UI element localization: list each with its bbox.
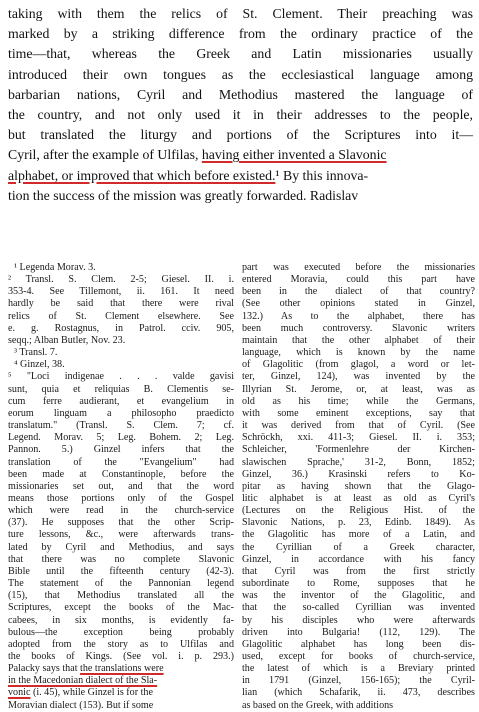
main-line: marked by a striking difference from the ordinary practice of the — [8, 26, 473, 42]
highlighted-phrase: vonic — [8, 687, 31, 699]
footnote-line: ² Transl. S. Clem. 2-5; Giesel. II. i. — [8, 274, 234, 286]
footnote-line: been much controversy. Slavonic writers — [242, 322, 475, 334]
main-line: the country, and not only used it in their addresses to the people, — [8, 107, 473, 123]
footnote-line: that there was no complete Slavonic — [8, 553, 234, 565]
highlighted-phrase: alphabet, or improved that which before existed. — [8, 167, 276, 183]
footnote-line: as based on the Greek, with additions — [242, 699, 394, 711]
footnote-line: the latest of which is a Breviary printed — [242, 663, 475, 675]
footnote-line: was the inventor of the Glagolitic, and — [242, 590, 475, 602]
footnote-line: Scriptures, except the books of the Mac- — [8, 602, 234, 614]
footnote-line: lian (which Schafarik, ii. 473, describes — [242, 687, 475, 699]
footnote-line: used, except for books of church-service, — [242, 651, 475, 662]
footnote-line: translation of the "Evangelium" had — [8, 456, 234, 468]
footnote-line: old as his time; while the Germans, — [242, 395, 475, 407]
footnote-line: Glagolitic alphabet has long been dis- — [242, 638, 475, 650]
footnote-line: that Cyril was from the first strictly — [242, 565, 475, 577]
footnote-line: slawischen Sprache,' 31-2, Bonn, 1852; — [242, 456, 475, 468]
footnote-line: Ginzel, in accordance with his fancy — [242, 553, 475, 565]
footnote-line: translatum." (Transl. S. Clem. 7; cf. — [8, 420, 234, 432]
footnotes-left-column — [8, 262, 234, 712]
footnote-line: the Glagolitic has more of a Latin, and — [242, 529, 475, 541]
footnote-line: ture lessons, &c., were afterwards trans- — [8, 529, 234, 541]
footnote-line: Schröckh, xxi. 411-3; Giesel. II. i. 353; — [242, 432, 475, 444]
footnote-line: missionaries set out, and that the word — [8, 480, 234, 492]
main-text-segment: ¹ By this innova- — [275, 167, 369, 183]
footnote-line: with some eminent exceptions, say that — [242, 407, 475, 419]
footnote-line: litic alphabet is at least as old as Cyril's — [242, 492, 475, 504]
footnote-line: 132.) As to the alphabet, there has — [242, 310, 475, 322]
footnote-line: ter, Ginzel, 124), was invented by the — [242, 371, 475, 383]
footnote-line: which were read in the church-service — [8, 505, 234, 517]
footnote-line: Ginzel, 36.) Krasinski refers to Ko- — [242, 468, 475, 480]
highlighted-phrase: having either invented a Slavonic — [201, 147, 387, 163]
footnote-line: eorum linguam a philosopho praedicto — [8, 407, 234, 419]
footnote-line: seqq.; Alban Butler, Nov. 23. — [8, 334, 126, 346]
footnote-line — [8, 675, 234, 687]
footnote-line: by his disciples who were afterwards — [242, 614, 475, 626]
footnote-line: e. g. Rostagnus, in Patrol. cciv. 905, — [8, 322, 234, 334]
footnote: ⁴ Ginzel, 38. — [14, 359, 65, 371]
footnote-line: of Glagolitic (from glagol, a word or let- — [242, 359, 475, 371]
footnote-line: language, which is known by the name — [242, 347, 475, 359]
footnote-line: means those portions only of the Gospel — [8, 492, 234, 504]
footnote-line: cabees, in six months, is evidently fa- — [8, 614, 234, 626]
footnote-line: sunt, quia et reliquias B. Clementis se- — [8, 383, 234, 395]
highlighted-phrase: the translations were — [80, 663, 164, 675]
main-line — [8, 166, 473, 186]
footnote-line: cum ferre audierant, et evangelium in — [8, 395, 234, 407]
footnote-segment: Palacky says that — [8, 663, 81, 675]
footnote-line: adopted from the story as to Ulfilas and — [8, 638, 234, 650]
footnote-line: (See other opinions stated in Ginzel, — [242, 298, 475, 310]
footnote-line: it was derived from that of Cyril. (See — [242, 420, 475, 432]
footnote-line: hardly be said that there were rival — [8, 298, 234, 310]
footnote-line: subordinate to Rome, supposes that he — [242, 578, 475, 590]
footnote-line: Pannon. 5.) Ginzel infers that the — [8, 444, 234, 456]
footnote-segment: (i. 45), while Ginzel is for the — [30, 687, 153, 699]
footnote-line: that the so-called Cyrillian was invented — [242, 602, 475, 614]
main-line — [8, 145, 473, 165]
footnote-line: pitar as having shown that the Glago- — [242, 480, 475, 492]
main-line: taking with them the relics of St. Clement. Their preaching was — [8, 6, 473, 21]
footnote-line: driven into Bulgaria! (112, 129). The — [242, 626, 475, 638]
footnote-line: The statement of the Pannonian legend — [8, 578, 234, 590]
main-line: barbarian nations, Cyril and Methodius mastered the language of — [8, 86, 473, 102]
footnote-line: Slavonic Nations, p. 23, Edinb. 1849). As — [242, 517, 475, 529]
footnote-line: 353-4. See Tillemont, ii. 161. It need — [8, 286, 234, 298]
footnote-line: in 1791 (Ginzel, 156-165); the Cyril- — [242, 675, 475, 687]
main-line: time—that, whereas the Greek and Latin missionaries usually — [8, 46, 473, 62]
main-text — [8, 4, 473, 206]
footnote-line: Bible until the fifteenth century (42-3). — [8, 565, 234, 577]
footnote-line — [8, 687, 234, 699]
footnote-line: lated by Cyril and Methodius, and says — [8, 541, 234, 553]
footnote: ³ Transl. 7. — [14, 347, 58, 359]
footnote-line: (37). He supposes that the other Scrip- — [8, 517, 234, 529]
footnote-line: Schleicher, 'Formenlehre der Kirchen- — [242, 444, 475, 456]
highlighted-phrase: in the Macedonian dialect of the Sla- — [8, 675, 158, 687]
footnotes-right-column — [242, 262, 475, 712]
main-text-segment: Cyril, after the example of Ulfilas, — [8, 147, 202, 163]
footnote-line: part was executed before the missionaries — [242, 262, 475, 273]
main-line: tion the success of the mission was greatly forwarded. Radislav — [8, 187, 359, 203]
footnote-line: been made at Constantinople, before the — [8, 468, 234, 480]
footnote-line: been in the dialect of that country? — [242, 286, 475, 298]
footnote-line: Moravian dialect (153). But if some — [8, 699, 154, 711]
footnote-line: bulous—the exception being probably — [8, 626, 234, 638]
footnote-line: the books of Kings. (See vol. i. p. 293.) — [8, 651, 234, 662]
footnote-line: maintain that the other alphabet of their — [242, 334, 475, 346]
footnote-line: the Cyrillian of a Greek character, — [242, 541, 475, 553]
footnote: ¹ Legenda Morav. 3. — [14, 262, 96, 273]
main-line: introduced their own tongues as the ecclesiastical language among — [8, 66, 473, 82]
footnote-line: ⁵ "Loci indigenae . . . valde gavisi — [8, 371, 234, 383]
footnote-line: relics of St. Clement elsewhere. See — [8, 310, 234, 322]
main-line: but translated the liturgy and portions of the Scriptures into it— — [8, 127, 473, 143]
footnote-line: Legend. Morav. 5; Leg. Bohem. 2; Leg. — [8, 432, 234, 444]
footnote-line: (Lectures on the Religious Hist. of the — [242, 505, 475, 517]
footnote-line: Illyrian St. Jerome, or, at least, was as — [242, 383, 475, 395]
footnote-line: (15), that Methodius translated all the — [8, 590, 234, 602]
footnote-line — [8, 663, 234, 675]
footnote-line: entered Moravia, could this part have — [242, 274, 475, 286]
